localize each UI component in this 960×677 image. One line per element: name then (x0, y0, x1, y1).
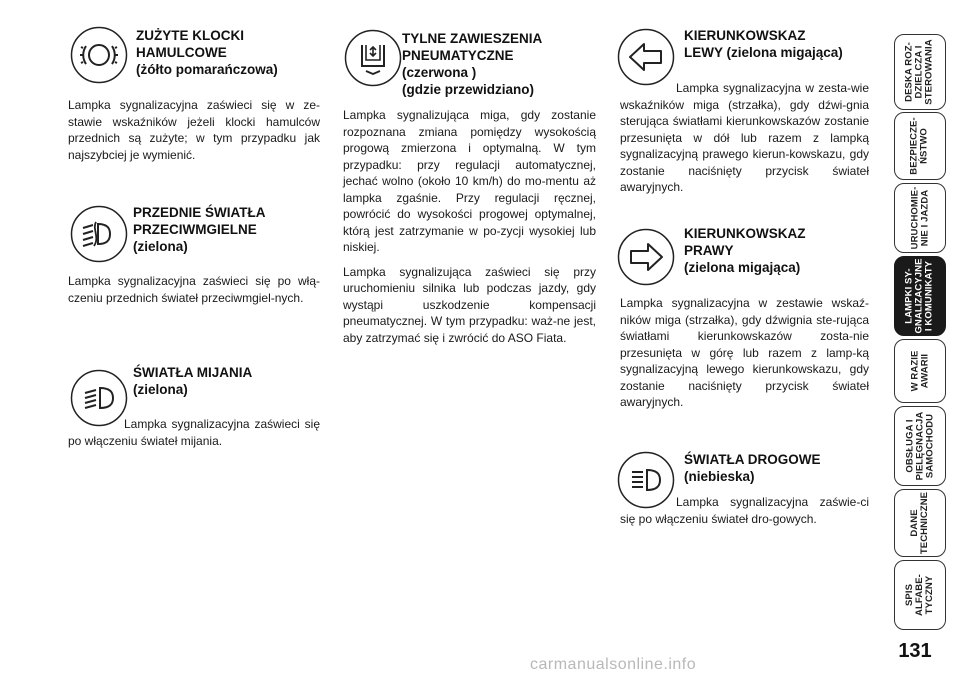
tab-label: W RAZIE AWARII (909, 350, 930, 392)
brake-pad-warning-icon (70, 26, 128, 84)
tab-label: URUCHOMIE- NIE I JAZDA (909, 186, 930, 250)
low-beam-text: Lampka sygnalizacyjna zaświeci się po włączeniu świateł mijania. (68, 417, 320, 448)
tab-label: BEZPIECZE- ŃSTWO (909, 117, 931, 175)
rear-suspension-text: Lampka sygnalizująca miga, gdy zostanie rozpoznana zmiana pomiędzy wysokością progową zmierzona i optymalną. W tym przypadku: przy regulacji automatycznej, jechać wolno (około 10 km/h) do mo-mentu aż lampka zgaśnie. Przy regulacji ręcznej, powrócić do wysokości progowej optymalnej, którą jest zatrzymanie w po-zycji wysokiej lub niskiej. Lampka sygnalizująca zaświeci się przy uruchomieniu silnika lub podczas jazdy, gdy wystąpi uszkodzenie kompensacji pneumatycznej. W tym przypadku: waż-ne jest, aby zatrzymać się i zwrócić do ASO Fiata. (343, 108, 596, 345)
tab-label: LAMPKI SY- GNALIZACYJNE I KOMUNIKATY (904, 258, 936, 334)
tab-technical-data[interactable] (894, 489, 946, 557)
brake-pads-text: Lampka sygnalizacyjna zaświeci się w ze-stawie wskaźników jeżeli klocki hamulców przednich są zużyte; w tym przypadku jak najszybciej je wymienić. (68, 98, 320, 162)
air-suspension-icon (344, 29, 402, 87)
tab-label: DANE TECHNICZNE (909, 491, 931, 555)
right-indicator-text: Lampka sygnalizacyjna w zestawie wskaź-ników miga (strzałka), gdy dźwignia ste-rująca światłami kierunkowskazów zosta-nie przesunięta w górę lub razem z lamp-ką sygnalizacyjną lewego kierunkowskazu, gdy zostanie naciśnięty przycisk świateł awaryjnych. (620, 296, 869, 409)
watermark: carmanualsonline.info (530, 656, 697, 673)
tab-label: SPIS ALFABE- TYCZNY (904, 574, 935, 616)
brake-pads-title: ZUŻYTE KLOCKI HAMULCOWE (żółto pomarańczowa) (136, 28, 278, 77)
front-fog-text: Lampka sygnalizacyjna zaświeci się po włą-czeniu przednich świateł przeciwmgiel-nych. (68, 274, 320, 305)
tab-maintenance[interactable] (894, 406, 946, 486)
tab-emergency[interactable] (894, 339, 946, 403)
tab-safety[interactable] (894, 112, 946, 180)
page-number: 131 (898, 640, 932, 662)
left-indicator-text: Lampka sygnalizacyjna w zesta-wie wskaźników miga (strzałka), gdy dźwi-gnia sterująca światłami kierunkowskazów zostanie przesunięta w dół lub razem z lampką sygnalizacyjną prawego kierun-kowskazu, gdy zostanie naciśnięty przycisk świateł awaryjnych. (620, 81, 869, 194)
tab-label: DESKA ROZ- DZIELCZA I STEROWANIA (904, 39, 936, 105)
front-fog-title: PRZEDNIE ŚWIATŁA PRZECIWMGIELNE (zielona) (133, 205, 266, 254)
high-beam-title: ŚWIATŁA DROGOWE (niebieska) (684, 452, 821, 484)
rear-suspension-title: TYLNE ZAWIESZENIA PNEUMATYCZNE (czerwona ) (gdzie przewidziano) (402, 31, 543, 97)
tab-label: OBSŁUGA I PIELĘGNACJA SAMOCHODU (904, 411, 936, 481)
left-indicator-title: KIERUNKOWSKAZ LEWY (zielona migająca) (684, 28, 843, 60)
front-fog-light-icon (70, 205, 128, 263)
tab-index[interactable] (894, 560, 946, 630)
high-beam-text: Lampka sygnalizacyjna zaświe-ci się po włączeniu świateł dro-gowych. (620, 495, 869, 526)
left-arrow-icon (617, 28, 675, 86)
tab-dashboard[interactable] (894, 34, 946, 110)
low-beam-title: ŚWIATŁA MIJANIA (zielona) (133, 365, 253, 397)
tab-warning-lights[interactable] (894, 256, 946, 336)
right-arrow-icon (617, 228, 675, 286)
right-indicator-title: KIERUNKOWSKAZ PRAWY (zielona migająca) (684, 226, 806, 275)
tab-starting-driving[interactable] (894, 183, 946, 253)
